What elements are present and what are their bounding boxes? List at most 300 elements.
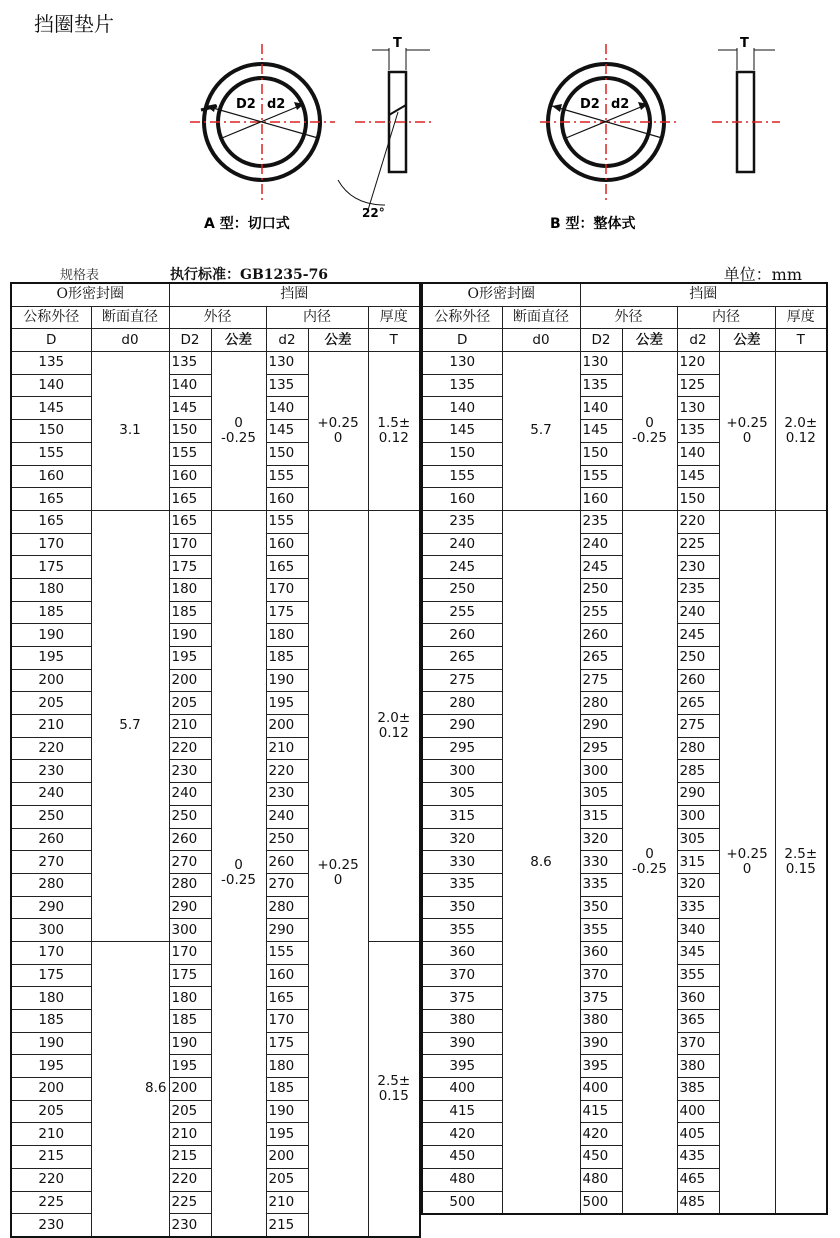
cell-D: 330 — [422, 851, 502, 874]
cell-d2: 185 — [266, 647, 308, 670]
caption-type-a: A 型：切口式 — [204, 216, 290, 232]
cell-D: 500 — [422, 1191, 502, 1214]
value-line: 0 — [742, 861, 752, 878]
cell-D: 290 — [422, 715, 502, 738]
cell-D: 315 — [422, 805, 502, 828]
cell-D2: 155 — [580, 465, 622, 488]
cell-D2: 240 — [580, 533, 622, 556]
cell-D2: 200 — [169, 1078, 211, 1101]
cell-od-tolerance — [622, 352, 677, 511]
cell-thickness — [775, 352, 827, 511]
cell-D: 140 — [422, 397, 502, 420]
cell-D: 150 — [422, 442, 502, 465]
cell-d2: 320 — [677, 873, 719, 896]
cell-D: 235 — [422, 510, 502, 533]
cell-D: 370 — [422, 964, 502, 987]
caption-type-b: B 型：整体式 — [550, 216, 636, 232]
cell-D: 375 — [422, 987, 502, 1010]
cell-D: 160 — [11, 465, 91, 488]
cell-D2: 135 — [169, 352, 211, 375]
cell-d2: 260 — [266, 851, 308, 874]
value-line: +0.25 — [726, 414, 768, 431]
cell-d2: 225 — [677, 533, 719, 556]
cell-D2: 205 — [169, 692, 211, 715]
cell-D2: 305 — [580, 783, 622, 806]
label-D2-a: D2 — [236, 97, 256, 112]
cell-thickness — [368, 352, 420, 511]
cell-od-tolerance — [211, 352, 266, 511]
cell-d2: 155 — [266, 465, 308, 488]
cell-d2: 135 — [677, 420, 719, 443]
cell-D: 185 — [11, 1010, 91, 1033]
cell-d2: 190 — [266, 1100, 308, 1123]
cell-D2: 395 — [580, 1055, 622, 1078]
header-T: T — [368, 329, 420, 352]
cell-d2: 160 — [266, 964, 308, 987]
cell-D: 230 — [11, 760, 91, 783]
cell-d2: 340 — [677, 919, 719, 942]
cell-D: 210 — [11, 1123, 91, 1146]
cell-D2: 195 — [169, 1055, 211, 1078]
cell-d2: 200 — [266, 1146, 308, 1169]
cell-d2: 260 — [677, 669, 719, 692]
cell-d2: 485 — [677, 1191, 719, 1214]
value-line: 0 — [333, 872, 343, 889]
cell-D2: 415 — [580, 1100, 622, 1123]
cell-D2: 140 — [580, 397, 622, 420]
header-retainer: 挡圈 — [169, 283, 420, 306]
cell-D: 390 — [422, 1032, 502, 1055]
cell-D2: 180 — [169, 987, 211, 1010]
cell-D: 250 — [422, 578, 502, 601]
cell-D2: 290 — [580, 715, 622, 738]
cell-d2: 165 — [266, 987, 308, 1010]
cell-d2: 305 — [677, 828, 719, 851]
label-T-a: T — [393, 36, 402, 51]
cell-D: 320 — [422, 828, 502, 851]
cell-d2: 270 — [266, 873, 308, 896]
value-line: 0.15 — [785, 861, 816, 878]
value-line: 0.12 — [378, 429, 409, 446]
cell-D2: 420 — [580, 1123, 622, 1146]
cell-d0: 8.6 — [502, 510, 580, 1214]
header-d0: d0 — [502, 329, 580, 352]
cell-D2: 370 — [580, 964, 622, 987]
cell-d2: 135 — [266, 374, 308, 397]
cell-id-tolerance — [308, 352, 368, 511]
page-title: 挡圈垫片 — [34, 12, 114, 36]
cell-D2: 500 — [580, 1191, 622, 1214]
header-section-dia: 断面直径 — [91, 306, 169, 329]
cell-d2: 160 — [266, 533, 308, 556]
cell-d2: 195 — [266, 1123, 308, 1146]
value-line: 2.5± — [377, 1072, 411, 1089]
header-o-ring: O形密封圈 — [11, 283, 169, 306]
cell-D2: 255 — [580, 601, 622, 624]
cell-D: 130 — [422, 352, 502, 375]
header-outer-dia: 外径 — [169, 306, 266, 329]
cell-D2: 300 — [169, 919, 211, 942]
value-line: 0 — [645, 846, 654, 863]
cell-d2: 175 — [266, 1032, 308, 1055]
cell-d2: 245 — [677, 624, 719, 647]
header-d2: d2 — [266, 329, 308, 352]
cell-D: 145 — [11, 397, 91, 420]
cell-d2: 365 — [677, 1010, 719, 1033]
cell-thickness — [368, 510, 420, 941]
label-T-b: T — [740, 36, 749, 51]
cell-od-tolerance — [622, 510, 677, 1214]
cell-D: 220 — [11, 737, 91, 760]
cell-D: 205 — [11, 1100, 91, 1123]
cell-d2: 370 — [677, 1032, 719, 1055]
cell-D2: 375 — [580, 987, 622, 1010]
cell-d2: 200 — [266, 715, 308, 738]
cell-D2: 320 — [580, 828, 622, 851]
cell-D: 245 — [422, 556, 502, 579]
cell-D2: 240 — [169, 783, 211, 806]
cell-D2: 190 — [169, 624, 211, 647]
cell-d2: 290 — [266, 919, 308, 942]
table-row — [11, 352, 420, 375]
header-row — [11, 283, 420, 306]
cell-d2: 210 — [266, 1191, 308, 1214]
cell-D2: 195 — [169, 647, 211, 670]
header-d2: d2 — [677, 329, 719, 352]
cell-D: 170 — [11, 533, 91, 556]
cell-D2: 450 — [580, 1146, 622, 1169]
value-line: 0.12 — [378, 724, 409, 741]
cell-D: 200 — [11, 669, 91, 692]
cell-d2: 345 — [677, 941, 719, 964]
cell-d0: 3.1 — [91, 352, 169, 511]
cell-D: 360 — [422, 941, 502, 964]
label-d2-a: d2 — [267, 97, 286, 112]
cell-D2: 400 — [580, 1078, 622, 1101]
cell-d2: 230 — [266, 783, 308, 806]
cell-od-tolerance — [211, 510, 266, 1237]
cell-d2: 290 — [677, 783, 719, 806]
cell-d2: 280 — [677, 737, 719, 760]
cell-D: 350 — [422, 896, 502, 919]
header-row — [422, 329, 827, 352]
cell-D: 480 — [422, 1168, 502, 1191]
cell-d2: 300 — [677, 805, 719, 828]
cell-D2: 190 — [169, 1032, 211, 1055]
cell-d2: 155 — [266, 941, 308, 964]
cell-D: 205 — [11, 692, 91, 715]
cell-D2: 230 — [169, 760, 211, 783]
header-retainer: 挡圈 — [580, 283, 827, 306]
value-line: 0 — [333, 429, 343, 446]
cell-D2: 250 — [169, 805, 211, 828]
cell-D: 420 — [422, 1123, 502, 1146]
header-thickness: 厚度 — [368, 306, 420, 329]
cell-D: 175 — [11, 964, 91, 987]
header-T: T — [775, 329, 827, 352]
header-nominal-od: 公称外径 — [422, 306, 502, 329]
cell-d2: 130 — [677, 397, 719, 420]
label-d2-b: d2 — [611, 97, 630, 112]
cell-d2: 125 — [677, 374, 719, 397]
cell-D: 135 — [11, 352, 91, 375]
cell-D: 190 — [11, 1032, 91, 1055]
cell-D: 165 — [11, 510, 91, 533]
cell-D: 275 — [422, 669, 502, 692]
value-line: -0.25 — [632, 429, 667, 446]
cell-D: 335 — [422, 873, 502, 896]
cell-D: 300 — [422, 760, 502, 783]
header-inner-dia: 内径 — [266, 306, 368, 329]
cell-D2: 210 — [169, 715, 211, 738]
cell-D2: 160 — [169, 465, 211, 488]
value-line: 0.12 — [785, 429, 816, 446]
cell-d2: 140 — [677, 442, 719, 465]
value-line: 0 — [234, 857, 243, 874]
cell-D: 270 — [11, 851, 91, 874]
cell-D2: 150 — [169, 420, 211, 443]
cell-D: 240 — [11, 783, 91, 806]
cell-D2: 330 — [580, 851, 622, 874]
cell-D2: 170 — [169, 941, 211, 964]
cell-d0: 5.7 — [502, 352, 580, 511]
value-line: -0.25 — [221, 429, 256, 446]
cell-D: 380 — [422, 1010, 502, 1033]
cell-d2: 315 — [677, 851, 719, 874]
table-row — [422, 352, 827, 375]
cell-d2: 155 — [266, 510, 308, 533]
cell-D2: 165 — [169, 488, 211, 511]
cell-D: 140 — [11, 374, 91, 397]
value-line: 0 — [234, 414, 243, 431]
header-o-ring: O形密封圈 — [422, 283, 580, 306]
cell-D: 175 — [11, 556, 91, 579]
cell-D2: 155 — [169, 442, 211, 465]
cell-d2: 130 — [266, 352, 308, 375]
cell-D2: 170 — [169, 533, 211, 556]
cell-D: 240 — [422, 533, 502, 556]
value-line: +0.25 — [317, 414, 359, 431]
value-line: -0.25 — [632, 861, 667, 878]
cell-D2: 290 — [169, 896, 211, 919]
cell-d2: 400 — [677, 1100, 719, 1123]
cell-D2: 230 — [169, 1214, 211, 1237]
cell-d2: 240 — [677, 601, 719, 624]
cell-D: 290 — [11, 896, 91, 919]
spec-label: 规格表 — [60, 268, 100, 283]
cell-D: 260 — [422, 624, 502, 647]
cell-D2: 245 — [580, 556, 622, 579]
cell-d2: 185 — [266, 1078, 308, 1101]
cell-D2: 215 — [169, 1146, 211, 1169]
cell-D: 160 — [422, 488, 502, 511]
header-inner-dia: 内径 — [677, 306, 775, 329]
cell-D2: 480 — [580, 1168, 622, 1191]
cell-d2: 285 — [677, 760, 719, 783]
cell-d2: 160 — [266, 488, 308, 511]
header-tolerance: 公差 — [719, 329, 775, 352]
cell-D2: 390 — [580, 1032, 622, 1055]
cell-D2: 175 — [169, 964, 211, 987]
cell-D: 450 — [422, 1146, 502, 1169]
cell-D2: 145 — [580, 420, 622, 443]
header-thickness: 厚度 — [775, 306, 827, 329]
header-D2: D2 — [169, 329, 211, 352]
cell-d2: 265 — [677, 692, 719, 715]
cell-d2: 150 — [266, 442, 308, 465]
header-row — [11, 306, 420, 329]
cell-D: 225 — [11, 1191, 91, 1214]
cell-D2: 360 — [580, 941, 622, 964]
spec-table-right — [421, 282, 828, 1215]
cell-D2: 315 — [580, 805, 622, 828]
cell-D: 135 — [422, 374, 502, 397]
header-section-dia: 断面直径 — [502, 306, 580, 329]
cell-d2: 360 — [677, 987, 719, 1010]
value-line: 1.5± — [377, 414, 411, 431]
unit-label: 单位：mm — [723, 265, 802, 284]
cell-d0: 5.7 — [91, 510, 169, 941]
cell-D: 185 — [11, 601, 91, 624]
cell-D: 305 — [422, 783, 502, 806]
cell-d2: 215 — [266, 1214, 308, 1237]
cell-D: 215 — [11, 1146, 91, 1169]
cell-d2: 170 — [266, 578, 308, 601]
cell-d2: 355 — [677, 964, 719, 987]
table-row — [11, 510, 420, 533]
cell-D: 300 — [11, 919, 91, 942]
cell-D2: 160 — [580, 488, 622, 511]
cell-D: 170 — [11, 941, 91, 964]
value-line: 0 — [742, 429, 752, 446]
cell-D: 195 — [11, 1055, 91, 1078]
cell-D2: 275 — [580, 669, 622, 692]
table-row — [422, 510, 827, 533]
cell-D2: 265 — [580, 647, 622, 670]
cell-D2: 335 — [580, 873, 622, 896]
cell-D: 220 — [11, 1168, 91, 1191]
cell-D2: 135 — [580, 374, 622, 397]
cell-d2: 250 — [677, 647, 719, 670]
cell-D: 180 — [11, 987, 91, 1010]
cell-d2: 275 — [677, 715, 719, 738]
header-nominal-od: 公称外径 — [11, 306, 91, 329]
cell-D: 155 — [422, 465, 502, 488]
cell-d2: 205 — [266, 1168, 308, 1191]
cell-D: 200 — [11, 1078, 91, 1101]
cell-D: 255 — [422, 601, 502, 624]
header-row — [422, 306, 827, 329]
value-line: 0 — [645, 414, 654, 431]
cell-D2: 295 — [580, 737, 622, 760]
cell-d2: 195 — [266, 692, 308, 715]
cell-D: 400 — [422, 1078, 502, 1101]
cell-d2: 150 — [677, 488, 719, 511]
cell-D2: 260 — [169, 828, 211, 851]
cell-id-tolerance — [719, 352, 775, 511]
cell-d2: 280 — [266, 896, 308, 919]
type-b-ring-drawing — [540, 44, 680, 200]
cell-d2: 210 — [266, 737, 308, 760]
cell-D2: 175 — [169, 556, 211, 579]
cell-d2: 140 — [266, 397, 308, 420]
cell-d0: 8.6 — [91, 941, 169, 1236]
cell-D: 250 — [11, 805, 91, 828]
cell-thickness — [368, 941, 420, 1236]
header-row — [11, 329, 420, 352]
cell-d2: 165 — [266, 556, 308, 579]
cell-D: 260 — [11, 828, 91, 851]
value-line: +0.25 — [726, 846, 768, 863]
cell-D2: 140 — [169, 374, 211, 397]
cell-D2: 220 — [169, 737, 211, 760]
cell-D2: 210 — [169, 1123, 211, 1146]
cell-D: 395 — [422, 1055, 502, 1078]
cell-d2: 220 — [266, 760, 308, 783]
value-line: 0.15 — [378, 1087, 409, 1104]
cell-D2: 280 — [580, 692, 622, 715]
value-line: 2.5± — [784, 846, 818, 863]
value-line: -0.25 — [221, 872, 256, 889]
technical-drawings — [0, 0, 840, 260]
type-a-ring-drawing — [190, 44, 335, 200]
cell-D: 195 — [11, 647, 91, 670]
standard-label: 执行标准：GB1235-76 — [170, 267, 329, 283]
cell-D2: 185 — [169, 601, 211, 624]
cell-D2: 150 — [580, 442, 622, 465]
cell-D2: 225 — [169, 1191, 211, 1214]
cell-d2: 190 — [266, 669, 308, 692]
cell-d2: 335 — [677, 896, 719, 919]
cell-D: 280 — [11, 873, 91, 896]
cell-D2: 380 — [580, 1010, 622, 1033]
cell-D2: 280 — [169, 873, 211, 896]
header-outer-dia: 外径 — [580, 306, 677, 329]
cell-d2: 385 — [677, 1078, 719, 1101]
label-angle: 22° — [362, 206, 385, 220]
header-D: D — [422, 329, 502, 352]
cell-d2: 465 — [677, 1168, 719, 1191]
cell-D2: 350 — [580, 896, 622, 919]
cell-d2: 230 — [677, 556, 719, 579]
cell-d2: 170 — [266, 1010, 308, 1033]
label-D2-b: D2 — [580, 97, 600, 112]
value-line: +0.25 — [317, 857, 359, 874]
cell-D2: 200 — [169, 669, 211, 692]
cell-d2: 145 — [266, 420, 308, 443]
cell-D: 415 — [422, 1100, 502, 1123]
cell-D2: 185 — [169, 1010, 211, 1033]
cell-D2: 180 — [169, 578, 211, 601]
cell-d2: 120 — [677, 352, 719, 375]
header-D2: D2 — [580, 329, 622, 352]
cell-D2: 165 — [169, 510, 211, 533]
cell-D2: 300 — [580, 760, 622, 783]
header-tolerance: 公差 — [211, 329, 266, 352]
cell-D: 295 — [422, 737, 502, 760]
cell-D: 210 — [11, 715, 91, 738]
cell-D: 280 — [422, 692, 502, 715]
cell-thickness — [775, 510, 827, 1214]
cell-d2: 250 — [266, 828, 308, 851]
cell-d2: 235 — [677, 578, 719, 601]
cell-D: 165 — [11, 488, 91, 511]
cell-D2: 260 — [580, 624, 622, 647]
cell-D2: 145 — [169, 397, 211, 420]
cell-id-tolerance — [719, 510, 775, 1214]
header-row — [422, 283, 827, 306]
cell-D: 355 — [422, 919, 502, 942]
